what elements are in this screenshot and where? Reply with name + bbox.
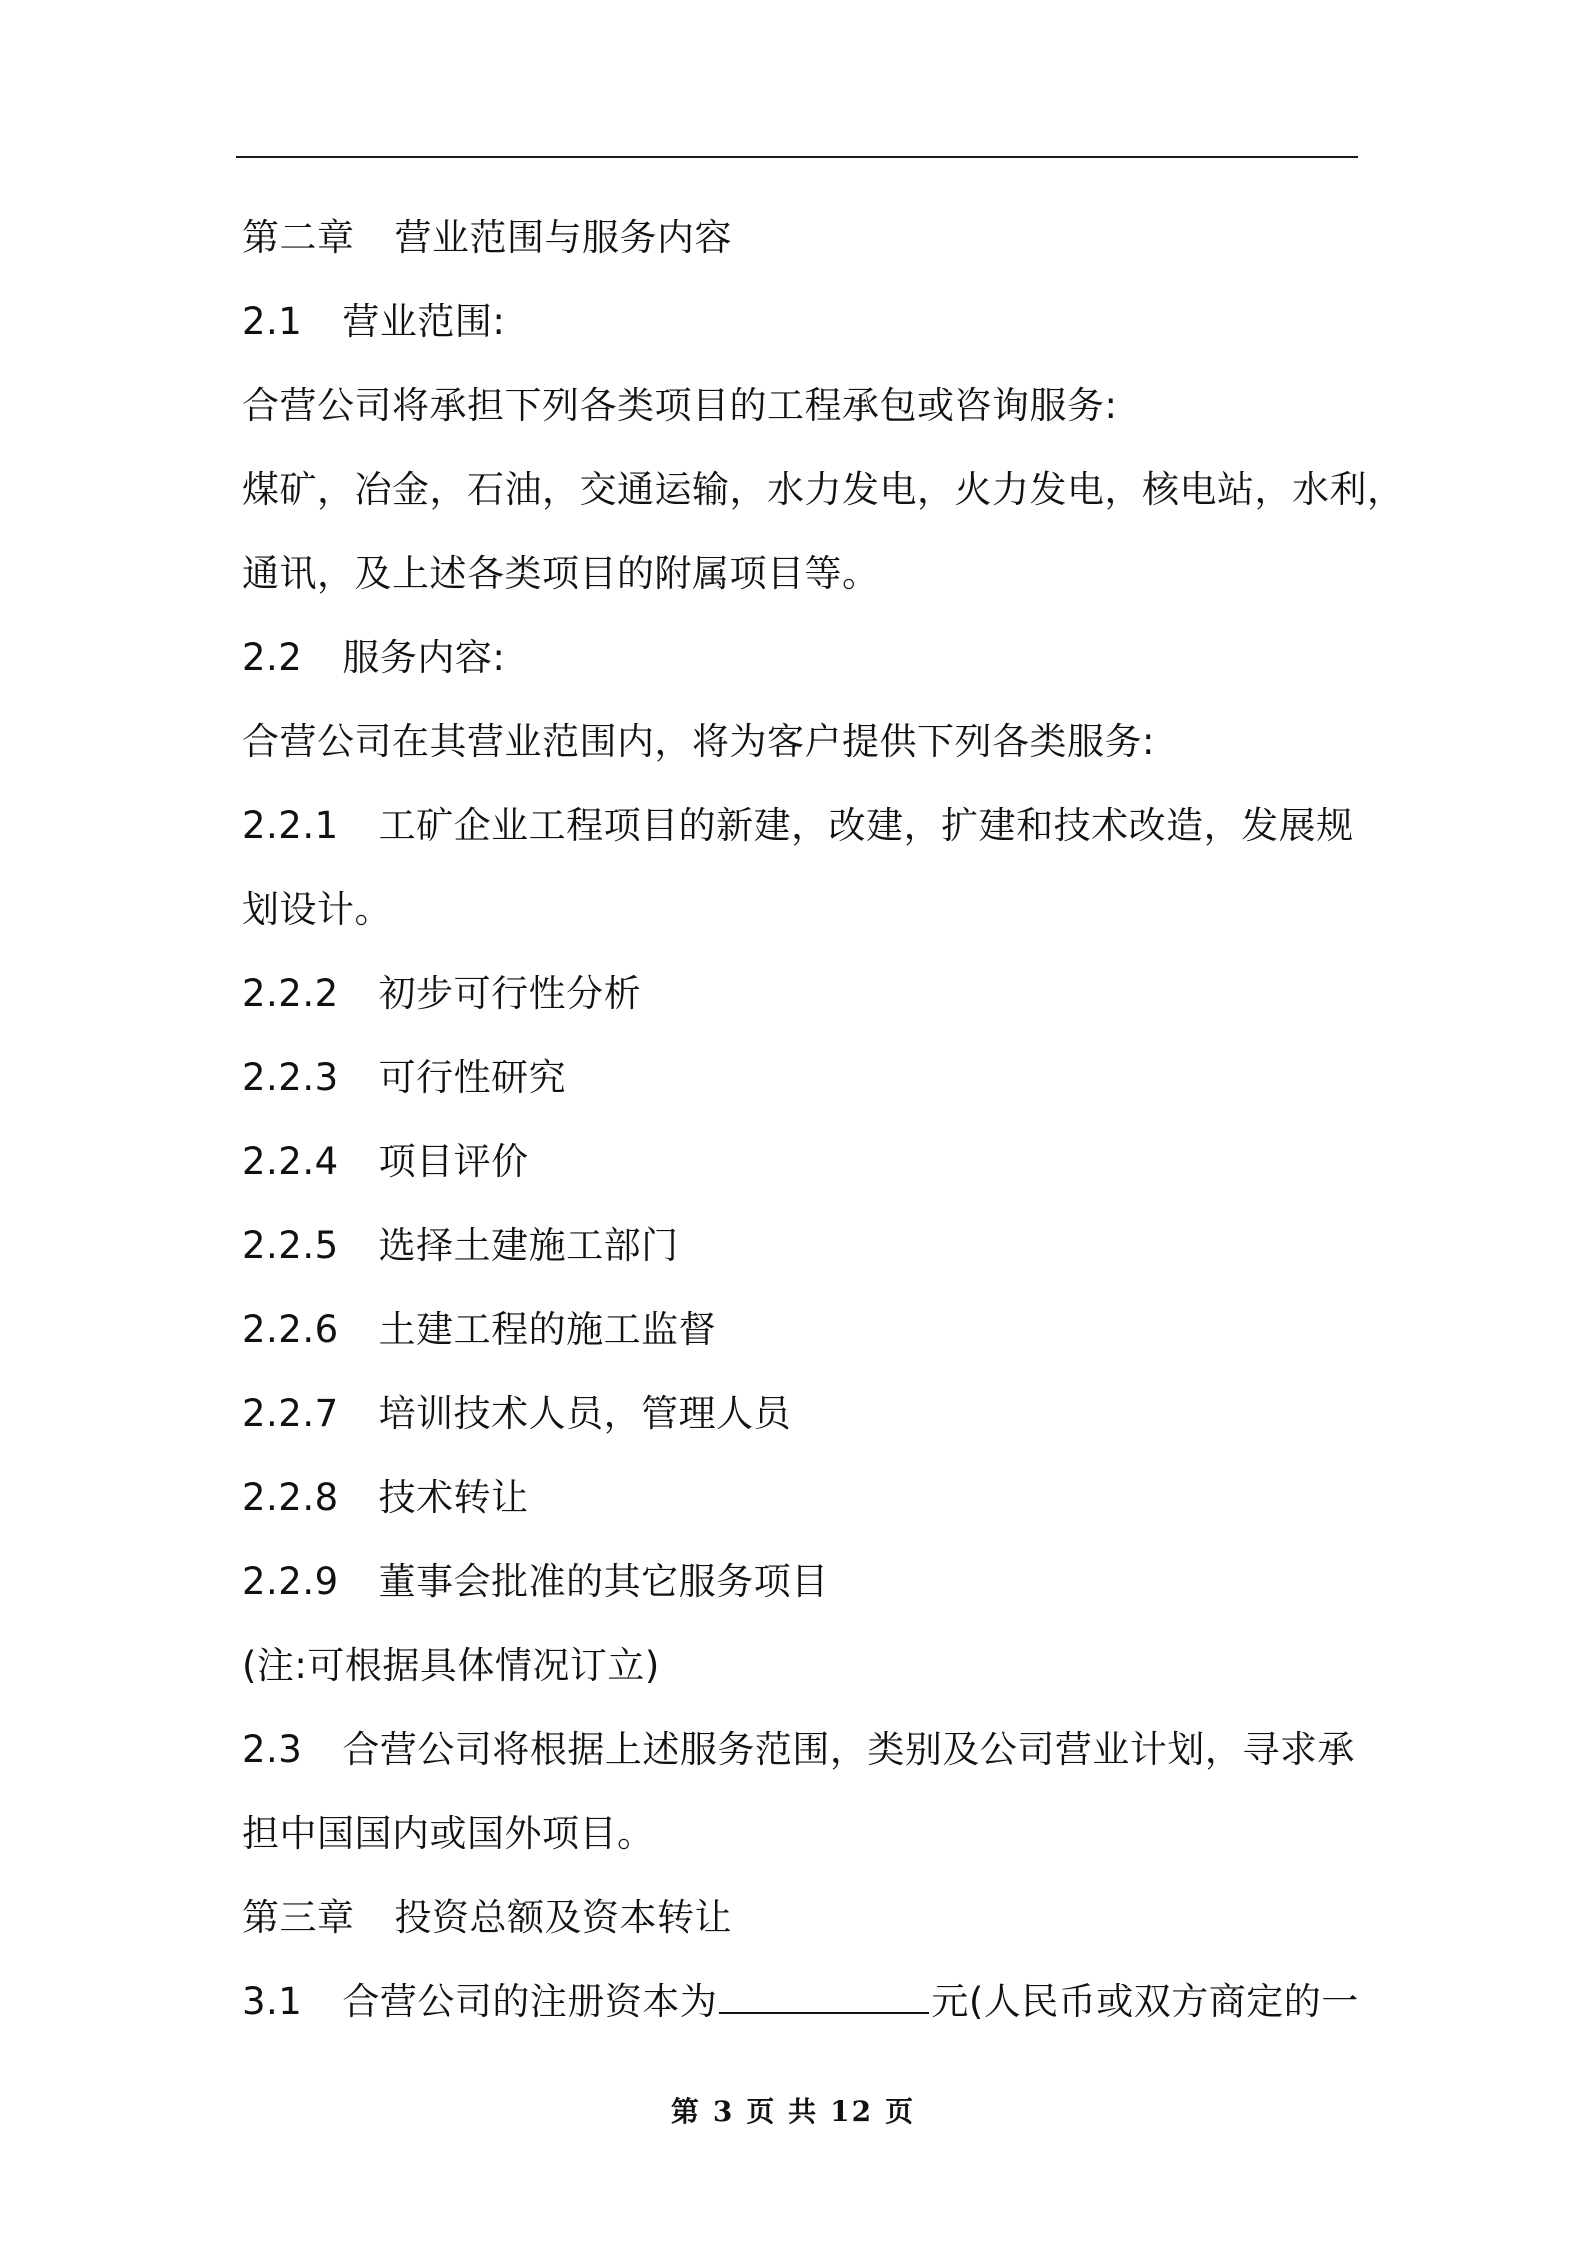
item-2-2-5: 2.2.5 选择土建施工部门 <box>242 1224 679 1267</box>
header-rule <box>236 156 1358 158</box>
paragraph-line: 合营公司在其营业范围内，将为客户提供下列各类服务: <box>242 720 1155 763</box>
item-2-2-9: 2.2.9 董事会批准的其它服务项目 <box>242 1560 829 1603</box>
note-line: (注:可根据具体情况订立) <box>242 1644 660 1687</box>
paragraph-line: 划设计。 <box>242 888 392 931</box>
section-2-2: 2.2 服务内容: <box>242 636 506 679</box>
section-3-1: 3.1 合营公司的注册资本为 元(人民币或双方商定的一 <box>242 1960 1358 2044</box>
paragraph-line: 通讯，及上述各类项目的附属项目等。 <box>242 552 880 595</box>
item-2-2-4: 2.2.4 项目评价 <box>242 1140 529 1183</box>
section-2-3: 2.3 合营公司将根据上述服务范围，类别及公司营业计划，寻求承 <box>242 1728 1355 1771</box>
item-2-2-8: 2.2.8 技术转让 <box>242 1476 529 1519</box>
item-2-2-1: 2.2.1 工矿企业工程项目的新建，改建，扩建和技术改造，发展规 <box>242 804 1354 847</box>
page-total: 12 <box>830 2095 874 2128</box>
item-2-2-3: 2.2.3 可行性研究 <box>242 1056 567 1099</box>
paragraph-line: 煤矿，冶金，石油，交通运输，水力发电，火力发电，核电站，水利， <box>242 468 1405 511</box>
fill-in-blank <box>719 1968 929 2014</box>
document-body <box>242 196 1405 2044</box>
item-2-2-7: 2.2.7 培训技术人员，管理人员 <box>242 1392 792 1435</box>
chapter-3-heading: 第三章 投资总额及资本转让 <box>242 1896 732 1939</box>
section-2-1: 2.1 营业范围: <box>242 300 506 343</box>
paragraph-line: 合营公司将承担下列各类项目的工程承包或咨询服务: <box>242 384 1118 427</box>
item-2-2-2: 2.2.2 初步可行性分析 <box>242 972 642 1015</box>
paragraph-line: 担中国国内或国外项目。 <box>242 1812 655 1855</box>
page-footer: 第 3 页 共 12 页 <box>670 2095 916 2128</box>
page-number: 3 <box>712 2095 735 2128</box>
chapter-2-heading: 第二章 营业范围与服务内容 <box>242 216 732 259</box>
item-2-2-6: 2.2.6 土建工程的施工监督 <box>242 1308 717 1351</box>
